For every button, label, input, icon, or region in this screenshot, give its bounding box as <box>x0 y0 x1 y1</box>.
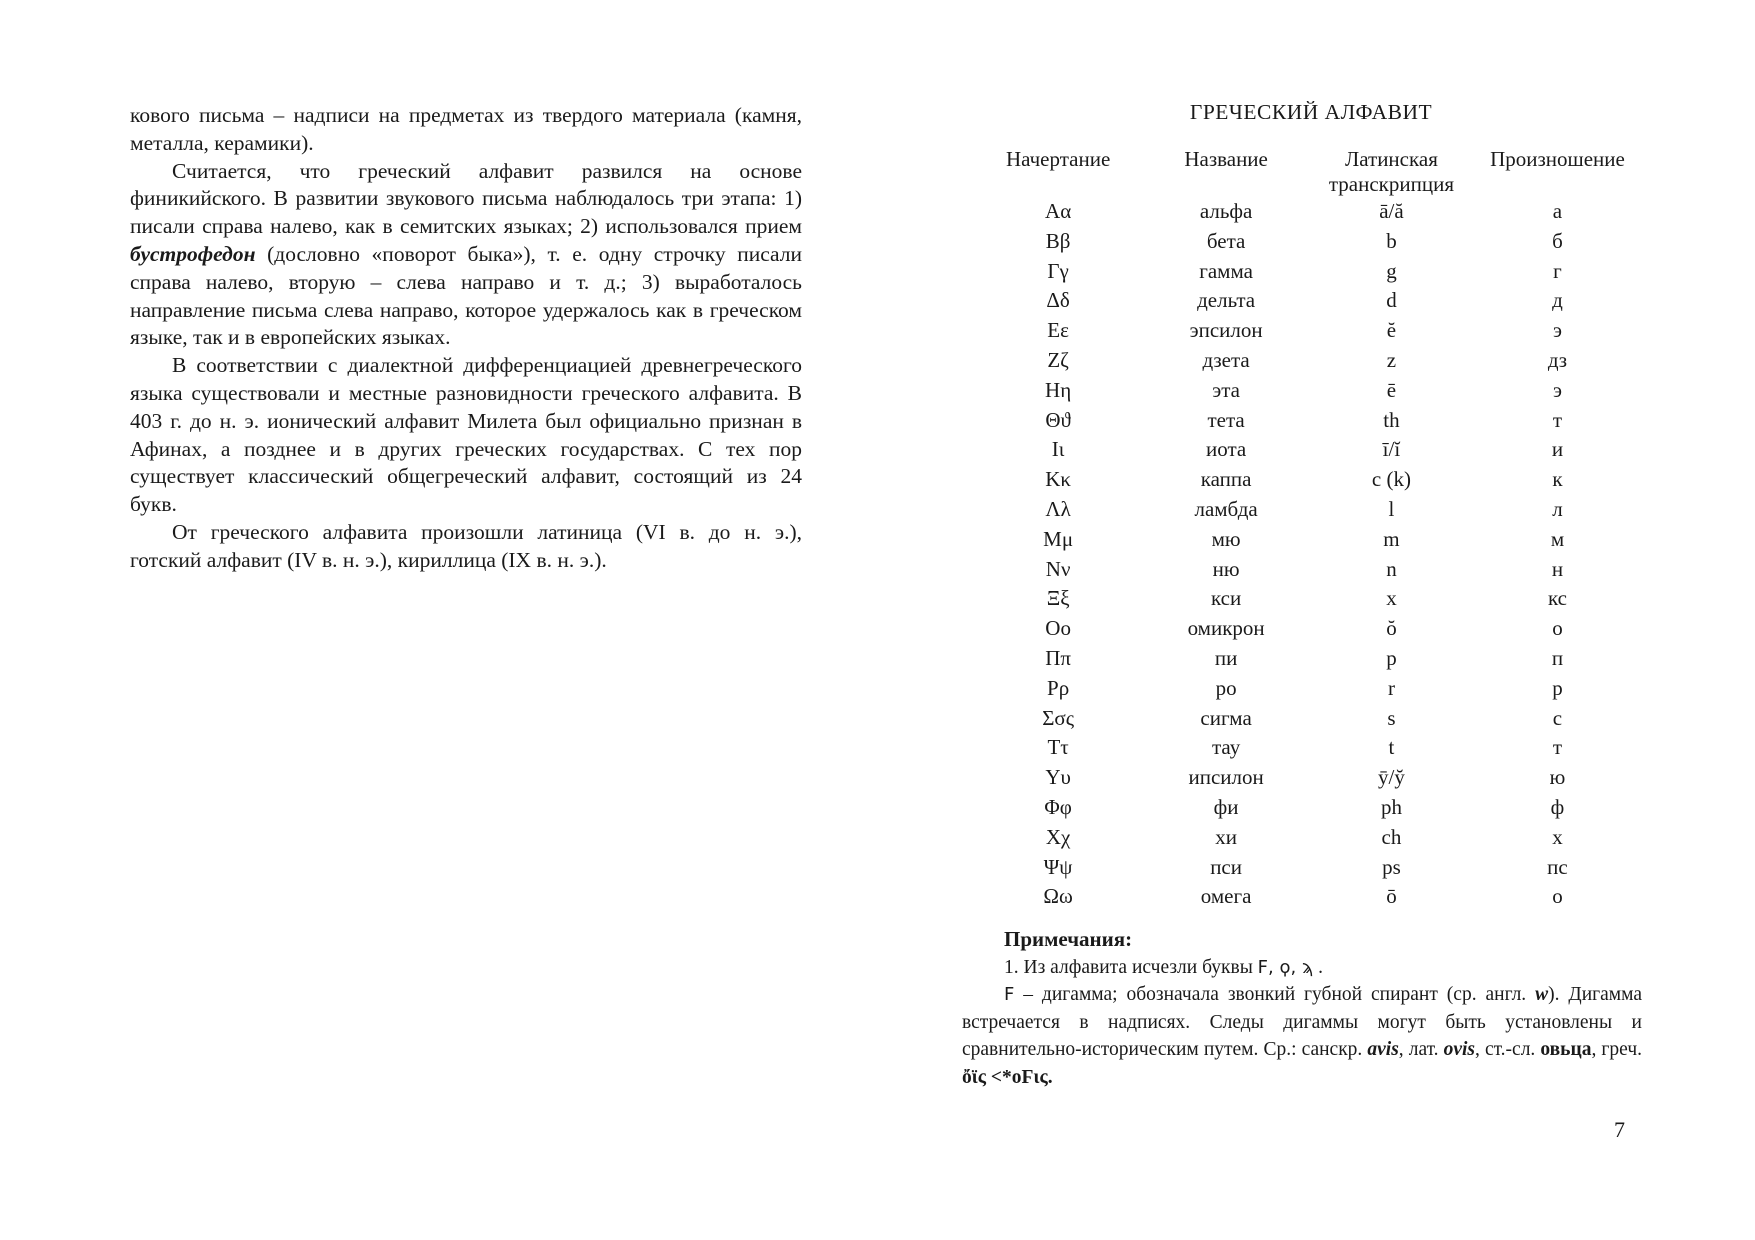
term-boustrophedon: бустрофедон <box>130 241 256 266</box>
pronunciation-cell: о <box>1552 616 1563 641</box>
glyph-cell: Μμ <box>1043 526 1074 551</box>
paragraph-2-part-1: Считается, что греческий алфавит развился на основе финикийского. В развитии звукового письма наблюдалось три этапа: 1) писали справа налево, как в семитских языках; 2) использовался прием <box>130 158 802 239</box>
transcription-cell: m <box>1383 526 1400 551</box>
transcription-cell: z <box>1386 347 1397 372</box>
pronunciation-cell: дз <box>1547 347 1568 372</box>
name-cell: фи <box>1213 794 1239 819</box>
transcription-cell: ŏ <box>1386 616 1397 641</box>
name-cell: омега <box>1200 884 1252 909</box>
greek-alphabet-table <box>974 147 1642 912</box>
pronunciation-cell: х <box>1552 824 1563 849</box>
table-row <box>974 257 1642 287</box>
table-row <box>974 525 1642 555</box>
glyph-cell: Ρρ <box>1047 675 1070 700</box>
notes <box>962 926 1642 1091</box>
page-number: 7 <box>1614 1117 1625 1142</box>
table-row <box>974 793 1642 823</box>
glyph-cell: Θϑ <box>1045 407 1071 432</box>
pronunciation-cell: о <box>1552 884 1563 909</box>
note-2-part-c: , лат. <box>1398 1039 1444 1061</box>
name-cell: пси <box>1210 854 1242 879</box>
transcription-cell: ĕ <box>1386 318 1397 343</box>
note-2-part-b: ). Дигамма встречается в надписях. Следы дигаммы могут быть установлены и сравнительно-историческим путем. Ср.: санскр. <box>962 984 1642 1061</box>
note-2-part-a: – дигамма; обозначала звонкий губной спирант (ср. англ. <box>1014 984 1536 1006</box>
table-row <box>974 882 1642 912</box>
name-cell: кси <box>1210 586 1242 611</box>
note-1 <box>962 954 1642 982</box>
name-cell: дельта <box>1197 288 1256 313</box>
table-row <box>974 227 1642 257</box>
glyph-cell: Ττ <box>1047 735 1069 760</box>
note-2-digamma: Ϝ <box>1004 984 1015 1006</box>
transcription-cell: ps <box>1382 854 1401 879</box>
glyph-cell: Ψψ <box>1043 854 1073 879</box>
name-cell: ро <box>1215 675 1237 700</box>
note-2 <box>962 981 1642 1091</box>
table-title: ГРЕЧЕСКИЙ АЛФАВИТ <box>1189 100 1433 124</box>
table-row <box>974 555 1642 585</box>
note-2-w: w <box>1535 984 1549 1006</box>
pronunciation-cell: к <box>1552 467 1563 492</box>
glyph-cell: Νν <box>1045 556 1071 581</box>
paragraph-4: От греческого алфавита произошли латиница (VI в. до н. э.), готский алфавит (IV в. н. э.), кириллица (IX в. н. э.). <box>130 519 802 572</box>
table-body <box>974 197 1642 912</box>
note-1-text: 1. Из алфавита исчезли буквы <box>1004 956 1258 978</box>
glyph-cell: Οο <box>1045 616 1071 641</box>
note-1-letters: Ϝ, ϙ, ϡ <box>1257 956 1314 978</box>
transcription-cell: s <box>1387 705 1396 730</box>
glyph-cell: Κκ <box>1045 467 1071 492</box>
transcription-cell: g <box>1386 258 1397 283</box>
paragraph-1: кового письма – надписи на предметах из твердого материала (камня, металла, керамики). <box>130 103 802 155</box>
pronunciation-cell: р <box>1552 675 1563 700</box>
header-transcription: Латинская транскрипция <box>1328 147 1454 196</box>
header-glyph: Начертание <box>1005 147 1111 171</box>
table-row <box>974 704 1642 734</box>
table-row <box>974 674 1642 704</box>
table-row <box>974 346 1642 376</box>
left-page-text <box>130 102 802 575</box>
name-cell: мю <box>1211 526 1241 551</box>
pronunciation-cell: а <box>1552 199 1563 223</box>
notes-title: Примечания: <box>1004 927 1133 952</box>
pronunciation-cell: г <box>1553 258 1562 283</box>
pronunciation-cell: с <box>1552 705 1563 730</box>
note-2-part-d: , ст.-сл. <box>1475 1039 1541 1061</box>
transcription-cell: x <box>1386 586 1397 611</box>
glyph-cell: Εε <box>1047 318 1069 343</box>
name-cell: омикрон <box>1187 616 1265 641</box>
transcription-cell: t <box>1388 735 1395 760</box>
table-row <box>974 644 1642 674</box>
table-row <box>974 853 1642 883</box>
name-cell: альфа <box>1199 199 1253 223</box>
table-row <box>974 316 1642 346</box>
pronunciation-cell: м <box>1550 526 1565 551</box>
table-row <box>974 406 1642 436</box>
table-row <box>974 495 1642 525</box>
name-cell: тау <box>1212 735 1241 760</box>
glyph-cell: Ππ <box>1045 645 1072 670</box>
transcription-cell: th <box>1383 407 1400 432</box>
transcription-cell: ē <box>1386 377 1397 402</box>
pronunciation-cell: и <box>1551 437 1564 462</box>
table-row <box>974 733 1642 763</box>
table-row <box>974 376 1642 406</box>
pronunciation-cell: э <box>1552 377 1562 402</box>
glyph-cell: Ιι <box>1051 437 1065 462</box>
pronunciation-cell: б <box>1552 228 1563 253</box>
glyph-cell: Ωω <box>1043 884 1073 909</box>
glyph-cell: Φφ <box>1044 794 1072 819</box>
glyph-cell: Ηη <box>1045 377 1072 402</box>
pronunciation-cell: ю <box>1549 765 1566 790</box>
name-cell: дзета <box>1202 347 1250 372</box>
pronunciation-cell: н <box>1551 556 1564 581</box>
table-row <box>974 197 1642 227</box>
paragraph-3: В соответствии с диалектной дифференциацией древнегреческого языка существовали и местные разновидности греческого алфавита. В 403 г. до н. э. ионический алфавит Милета был официально признан в Афинах, а позднее и в других греческих государствах. С тех пор существует классический общегреческий алфавит, состоящий из 24 букв. <box>130 353 802 517</box>
table-row <box>974 614 1642 644</box>
pronunciation-cell: кс <box>1547 586 1567 611</box>
note-2-ovca: овьца <box>1540 1039 1592 1061</box>
table-header-row <box>974 147 1642 197</box>
table-row <box>974 823 1642 853</box>
name-cell: каппа <box>1200 467 1252 492</box>
glyph-cell: Αα <box>1045 199 1072 223</box>
glyph-cell: Ββ <box>1045 228 1071 253</box>
glyph-cell: Σσς <box>1042 705 1075 730</box>
name-cell: ламбда <box>1194 496 1258 521</box>
pronunciation-cell: т <box>1552 735 1563 760</box>
pronunciation-cell: л <box>1552 496 1563 521</box>
header-name: Название <box>1184 147 1268 171</box>
note-2-part-e: , греч. <box>1591 1039 1643 1061</box>
name-cell: ипсилон <box>1188 765 1264 790</box>
transcription-cell: ā/ă <box>1379 199 1404 223</box>
glyph-cell: Ξξ <box>1046 586 1070 611</box>
name-cell: эпсилон <box>1189 318 1263 343</box>
paragraph-2-part-2: (дословно «поворот быка»), т. е. одну строчку писали справа налево, вторую – слева направо и т. д.; 3) выработалось направление письма слева направо, которое удержалось как в греческом языке, так и в европейских языках. <box>130 241 802 350</box>
pronunciation-cell: т <box>1552 407 1563 432</box>
pronunciation-cell: д <box>1552 288 1563 313</box>
transcription-cell: ch <box>1381 824 1402 849</box>
transcription-cell: c (k) <box>1371 467 1411 492</box>
note-2-ovis: ovis <box>1443 1039 1476 1061</box>
table-row <box>974 763 1642 793</box>
glyph-cell: Δδ <box>1046 288 1070 313</box>
transcription-cell: r <box>1387 675 1395 700</box>
table-row <box>974 435 1642 465</box>
transcription-cell: ȳ/y̆ <box>1378 765 1405 790</box>
note-1-end: . <box>1313 956 1323 978</box>
transcription-cell: ph <box>1380 794 1402 819</box>
transcription-cell: d <box>1386 288 1397 313</box>
transcription-cell: ī/ĭ <box>1382 437 1401 462</box>
glyph-cell: Ζζ <box>1047 347 1069 372</box>
glyph-cell: Χχ <box>1045 824 1071 849</box>
name-cell: иота <box>1205 437 1247 462</box>
transcription-cell: b <box>1386 228 1397 253</box>
pronunciation-cell: ф <box>1550 794 1565 819</box>
glyph-cell: Υυ <box>1045 765 1071 790</box>
name-cell: сигма <box>1200 705 1252 730</box>
transcription-cell: p <box>1386 645 1397 670</box>
table-row <box>974 584 1642 614</box>
transcription-cell: l <box>1388 496 1395 521</box>
note-2-greek: ὄϊς <*оϜις. <box>962 1066 1053 1088</box>
transcription-cell: n <box>1386 556 1397 581</box>
name-cell: эта <box>1212 377 1240 402</box>
name-cell: ню <box>1212 556 1240 581</box>
pronunciation-cell: п <box>1551 645 1564 670</box>
header-pronunciation: Произношение <box>1490 147 1625 171</box>
right-page <box>962 100 1642 1091</box>
glyph-cell: Λλ <box>1045 496 1071 521</box>
table-row <box>974 286 1642 316</box>
glyph-cell: Γγ <box>1047 258 1069 283</box>
name-cell: пи <box>1214 645 1238 670</box>
name-cell: тета <box>1207 407 1245 432</box>
name-cell: бета <box>1206 228 1246 253</box>
transcription-cell: ō <box>1386 884 1397 909</box>
pronunciation-cell: э <box>1552 318 1562 343</box>
paragraph-2 <box>130 158 802 353</box>
name-cell: хи <box>1215 824 1237 849</box>
pronunciation-cell: пс <box>1547 854 1568 879</box>
table-row <box>974 465 1642 495</box>
name-cell: гамма <box>1199 258 1253 283</box>
note-2-avis: avis <box>1367 1039 1399 1061</box>
